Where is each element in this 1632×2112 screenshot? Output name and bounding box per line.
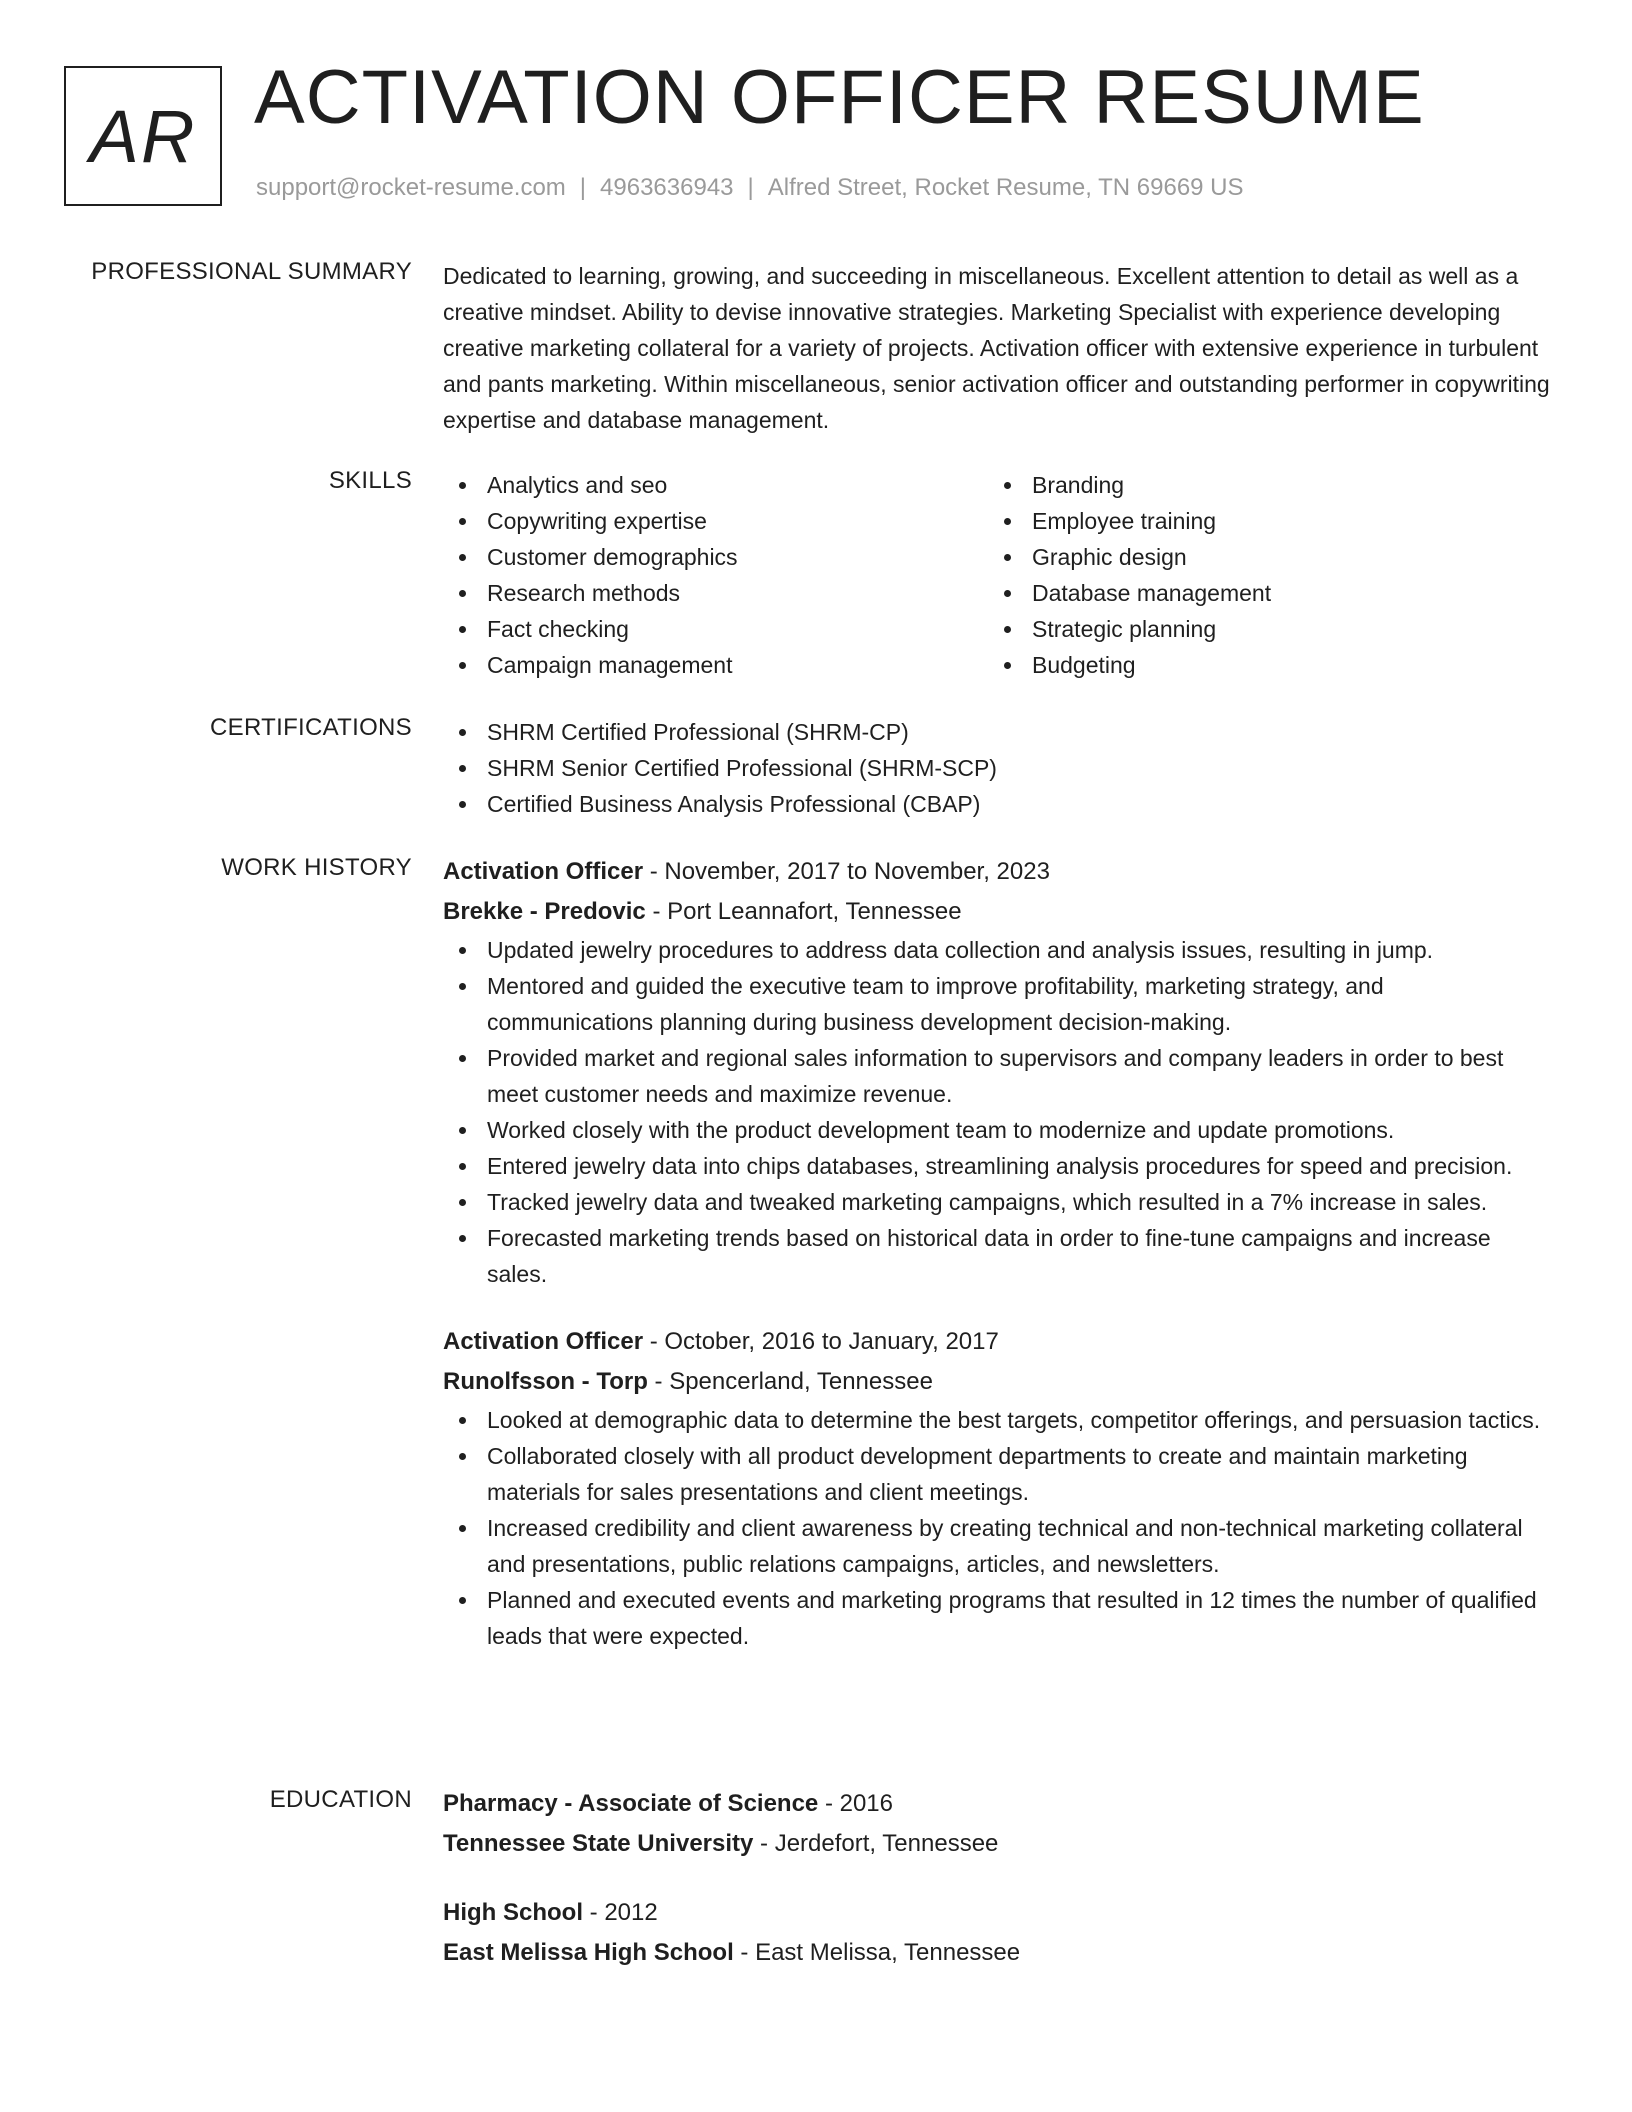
contact-phone: 4963636943 [600, 174, 734, 201]
job-duty-item: Increased credibility and client awareness by creating technical and non-technical marketing collateral and presentations, public relations campaigns, articles, and newsletters. [443, 1510, 1553, 1582]
skill-item: Fact checking [443, 611, 988, 647]
monogram-initials: AR [89, 94, 197, 178]
summary-body [443, 258, 1553, 438]
education-year: - 2016 [818, 1790, 893, 1817]
education-school: East Melissa High School [443, 1939, 734, 1966]
job-duty-item: Tracked jewelry data and tweaked marketing campaigns, which resulted in a 7% increase in sales. [443, 1184, 1553, 1220]
skill-item: Strategic planning [988, 611, 1533, 647]
education-degree: Pharmacy - Associate of Science [443, 1790, 819, 1817]
work-history-body [443, 852, 1553, 1684]
job-dates: - November, 2017 to November, 2023 [643, 858, 1050, 885]
job-duty-item: Mentored and guided the executive team to improve profitability, marketing strategy, and communications planning during business development decision-making. [443, 968, 1553, 1040]
job-title: Activation Officer [443, 1328, 644, 1355]
job-dates: - October, 2016 to January, 2017 [643, 1328, 999, 1355]
education-year: - 2012 [583, 1899, 658, 1926]
summary-text: Dedicated to learning, growing, and succeeding in miscellaneous. Excellent attention to detail as well as a creative mindset. Ability to devise innovative strategies. Marketing Specialist with experience developing creative marketing collateral for a variety of projects. Activation officer with extensive experience in turbulent and pants marketing. Within miscellaneous, senior activation officer and outstanding performer in copywriting expertise and database management. [443, 263, 1550, 433]
education-degree-line [443, 1893, 1553, 1933]
job-entry [443, 852, 1553, 1292]
job-location: - Spencerland, Tennessee [647, 1368, 933, 1395]
job-duty-item: Looked at demographic data to determine the best targets, competitor offerings, and persuasion tactics. [443, 1402, 1553, 1438]
contact-address: Alfred Street, Rocket Resume, TN 69669 US [767, 174, 1244, 201]
job-title: Activation Officer [443, 858, 644, 885]
skill-item: Research methods [443, 575, 988, 611]
certifications-body [443, 714, 1553, 822]
contact-email: support@rocket-resume.com [256, 174, 566, 201]
job-duty-item: Updated jewelry procedures to address data collection and analysis issues, resulting in jump. [443, 932, 1553, 968]
job-duty-item: Collaborated closely with all product development departments to create and maintain marketing materials for sales presentations and client meetings. [443, 1438, 1553, 1510]
job-duty-item: Forecasted marketing trends based on historical data in order to fine-tune campaigns and increase sales. [443, 1220, 1553, 1292]
education-location: - Jerdefort, Tennessee [753, 1830, 999, 1857]
contact-separator: | [747, 174, 754, 201]
skill-item: Branding [988, 467, 1533, 503]
certification-item: SHRM Certified Professional (SHRM-CP) [443, 714, 1553, 750]
job-duty-item: Worked closely with the product development team to modernize and update promotions. [443, 1112, 1553, 1148]
skills-left-column [443, 467, 988, 683]
education-body [443, 1784, 1553, 2002]
skill-item: Analytics and seo [443, 467, 988, 503]
section-heading-certifications: CERTIFICATIONS [210, 714, 412, 741]
job-duty-item: Planned and executed events and marketing programs that resulted in 12 times the number of qualified leads that were expected. [443, 1582, 1553, 1654]
job-entry [443, 1322, 1553, 1654]
section-heading-work-history: WORK HISTORY [221, 854, 412, 881]
skill-item: Budgeting [988, 647, 1533, 683]
education-degree: High School [443, 1899, 583, 1926]
contact-line [256, 174, 1244, 202]
job-duties-list [443, 1402, 1553, 1654]
education-school-line [443, 1933, 1553, 1973]
contact-separator: | [579, 174, 587, 201]
skill-item: Graphic design [988, 539, 1533, 575]
section-heading-education: EDUCATION [269, 1786, 412, 1813]
resume-title: ACTIVATION OFFICER RESUME [254, 55, 1425, 140]
skill-item: Campaign management [443, 647, 988, 683]
education-school: Tennessee State University [443, 1830, 754, 1857]
education-school-line [443, 1824, 1553, 1864]
job-location: - Port Leannafort, Tennessee [645, 898, 962, 925]
certification-item: Certified Business Analysis Professional (CBAP) [443, 786, 1553, 822]
skills-right-column [988, 467, 1533, 683]
job-duties-list [443, 932, 1553, 1292]
education-location: - East Melissa, Tennessee [733, 1939, 1021, 1966]
monogram-badge [64, 66, 222, 206]
skill-item: Database management [988, 575, 1533, 611]
skill-item: Employee training [988, 503, 1533, 539]
section-heading-summary: PROFESSIONAL SUMMARY [91, 258, 412, 285]
job-company-line [443, 892, 1553, 932]
job-title-line [443, 852, 1553, 892]
education-degree-line [443, 1784, 1553, 1824]
certification-item: SHRM Senior Certified Professional (SHRM-SCP) [443, 750, 1553, 786]
job-title-line [443, 1322, 1553, 1362]
skill-item: Customer demographics [443, 539, 988, 575]
job-company: Brekke - Predovic [443, 898, 646, 925]
skills-grid [443, 467, 1553, 683]
job-duty-item: Entered jewelry data into chips databases, streamlining analysis procedures for speed and precision. [443, 1148, 1553, 1184]
section-heading-skills: SKILLS [328, 467, 412, 494]
skill-item: Copywriting expertise [443, 503, 988, 539]
certifications-list [443, 714, 1553, 822]
job-company: Runolfsson - Torp [443, 1368, 648, 1395]
job-duty-item: Provided market and regional sales information to supervisors and company leaders in order to best meet customer needs and maximize revenue. [443, 1040, 1553, 1112]
job-company-line [443, 1362, 1553, 1402]
education-entry [443, 1893, 1553, 1973]
education-entry [443, 1784, 1553, 1864]
